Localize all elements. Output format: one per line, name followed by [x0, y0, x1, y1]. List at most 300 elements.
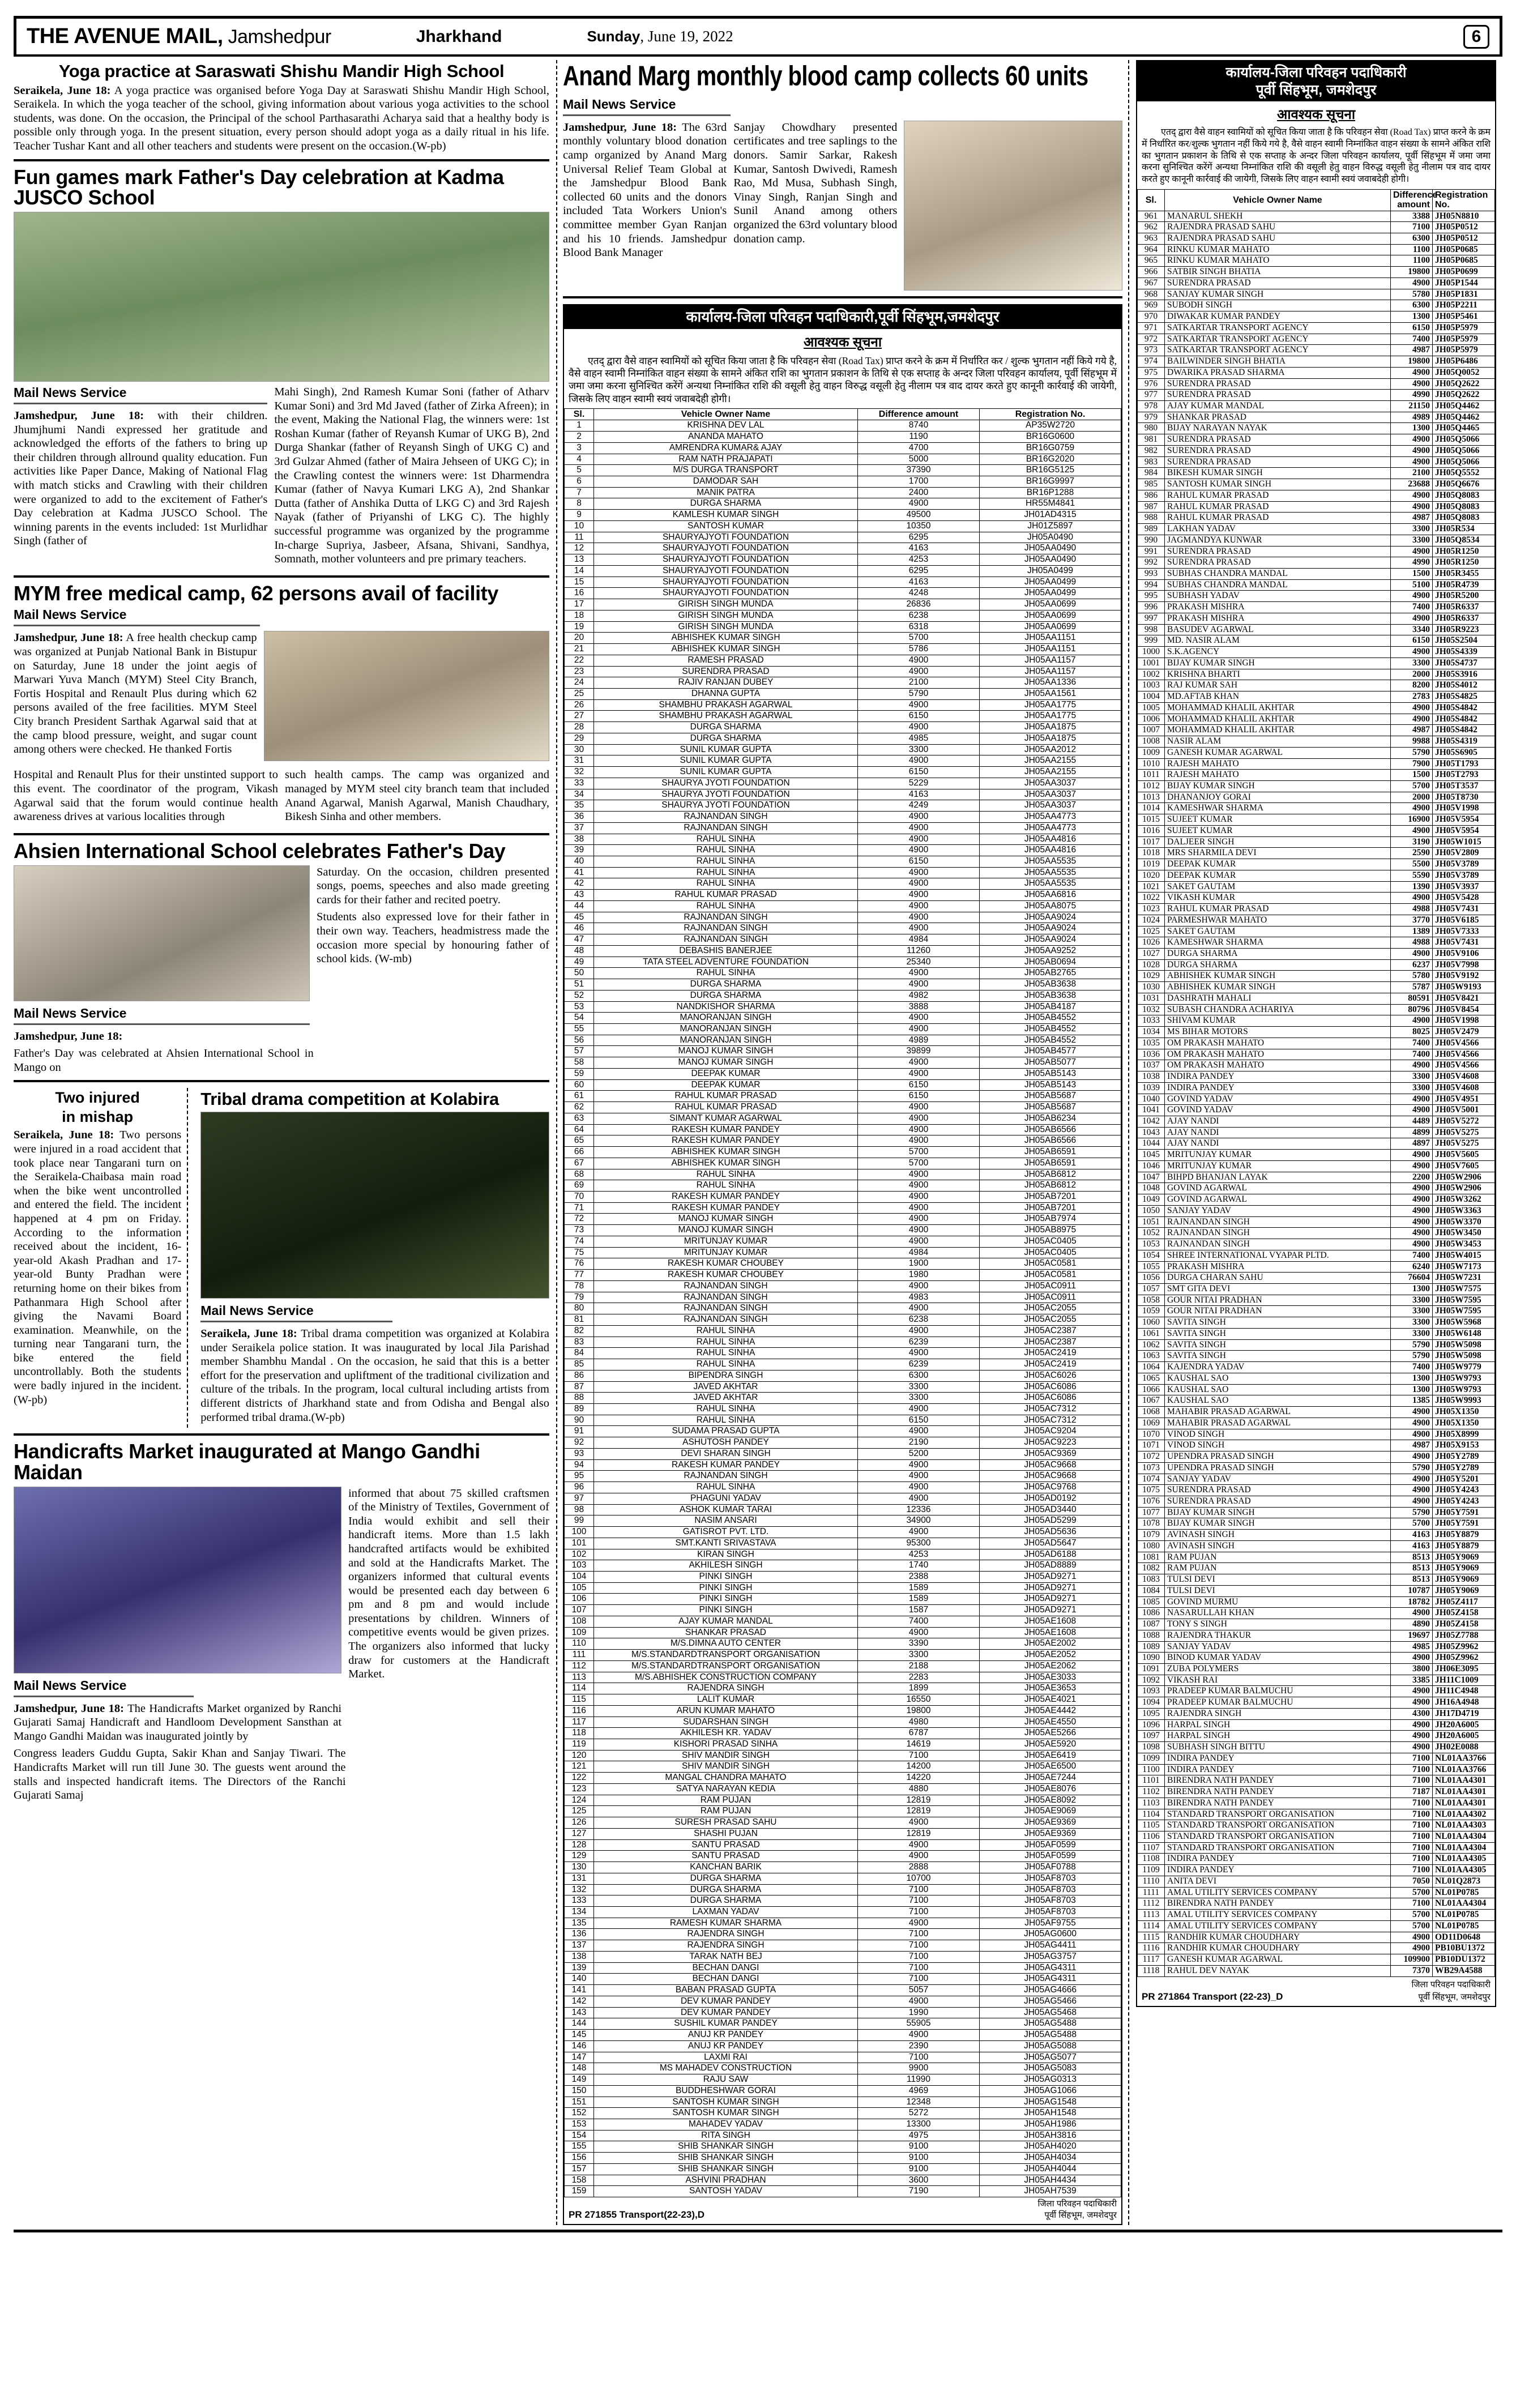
cell-registration: JH05P5461	[1433, 311, 1495, 323]
cell-owner-name: BINOD KUMAR YADAV	[1165, 1653, 1391, 1664]
table-row	[565, 2141, 1121, 2153]
table-row	[1138, 1898, 1495, 1910]
cell-amount: 5700	[1391, 1518, 1433, 1530]
cell-sl: 88	[565, 1393, 594, 1404]
table-row	[565, 1538, 1121, 1549]
cell-registration: JH05Z9962	[1433, 1641, 1495, 1653]
table-row	[1138, 423, 1495, 434]
cell-owner-name: RANDHIR KUMAR CHOUDHARY	[1165, 1943, 1391, 1954]
cell-sl: 1007	[1138, 725, 1165, 736]
table-row	[565, 1683, 1121, 1694]
cell-registration: BR16G9997	[980, 476, 1121, 488]
cell-amount: 6318	[858, 621, 980, 633]
table-header-row	[1138, 189, 1495, 211]
cell-sl: 57	[565, 1046, 594, 1057]
cell-owner-name: ZUBA POLYMERS	[1165, 1663, 1391, 1675]
cell-sl: 980	[1138, 423, 1165, 434]
cell-owner-name: BIRENDRA NATH PANDEY	[1165, 1775, 1391, 1787]
cell-amount: 4900	[858, 845, 980, 856]
cell-owner-name: SMT.KANTI SRIVASTAVA	[594, 1538, 858, 1549]
cell-owner-name: DURGA SHARMA	[594, 1873, 858, 1884]
cell-amount: 7400	[1391, 1049, 1433, 1060]
table-row	[565, 1192, 1121, 1203]
table-row	[1138, 1295, 1495, 1306]
cell-owner-name: TULSI DEVI	[1165, 1574, 1391, 1586]
cell-owner-name: RAJENDRA PRASAD SAHU	[1165, 233, 1391, 244]
cell-registration: JH05X8999	[1433, 1429, 1495, 1440]
masthead-date-rest: , June 19, 2022	[640, 28, 733, 45]
cell-owner-name: SANJAY YADAV	[1165, 1474, 1391, 1485]
cell-amount: 80796	[1391, 1004, 1433, 1015]
table-row	[1138, 1328, 1495, 1339]
cell-amount: 1300	[1391, 1373, 1433, 1384]
cell-registration: JH05V7431	[1433, 937, 1495, 949]
table-row	[565, 767, 1121, 778]
cell-registration: JH05AA1561	[980, 688, 1121, 699]
cell-sl: 1021	[1138, 881, 1165, 893]
table-row	[565, 1403, 1121, 1415]
cell-amount: 2390	[858, 2040, 980, 2052]
cell-owner-name: ABHISHEK KUMAR SINGH	[594, 1158, 858, 1169]
table-row	[565, 1415, 1121, 1426]
table-row	[1138, 702, 1495, 714]
cell-owner-name: SHIB SHANKAR SINGH	[594, 2141, 858, 2153]
cell-registration: JH05AA9024	[980, 934, 1121, 946]
table-row	[1138, 546, 1495, 557]
cell-sl: 1066	[1138, 1384, 1165, 1395]
table-row	[1138, 222, 1495, 233]
cell-sl: 983	[1138, 456, 1165, 468]
cell-amount: 9100	[858, 2153, 980, 2164]
table-row	[1138, 1362, 1495, 1373]
table-row	[565, 1773, 1121, 1784]
cell-owner-name: RAJU SAW	[594, 2074, 858, 2086]
cell-registration: JH05V5272	[1433, 1116, 1495, 1128]
cell-amount: 3190	[1391, 836, 1433, 848]
cell-registration: JH05R4739	[1433, 579, 1495, 591]
cell-amount: 25340	[858, 957, 980, 968]
cell-owner-name: MAHABIR PRASAD AGARWAL	[1165, 1418, 1391, 1429]
cell-amount: 5790	[1391, 1462, 1433, 1474]
cell-registration: JH05AE5266	[980, 1728, 1121, 1739]
cell-owner-name: SUJEET KUMAR	[1165, 825, 1391, 836]
table-row	[1138, 1742, 1495, 1753]
cell-owner-name: BUDDHESHWAR GORAI	[594, 2085, 858, 2097]
cell-sl: 1117	[1138, 1954, 1165, 1966]
notice-body-text: एतद् द्वारा वैसे वाहन स्वामियों को सूचित किया जाता है कि परिवहन सेवा (Road Tax) प्राप्त करने के क्रम में निर्धारित कर / शुल्क भुगतान नहीं किये गये है, वैसे वाहन स्वामी निम्नांकित वाहन संख्या के सामने अंकित राशि का भुगतान प्रकाशन के तिथि से एक सप्ताह के अन्दर जिला परिवहन कार्यालय, पूर्वी सिंहभूम में जमा जमा करना सुनिश्चित करेंगें अन्यथा निम्नांकित राशि की वसूली हेतु वाहन विरुद्ध वसूली हेतु नीलाम पत्र वाद दायर करते हुए कानूनी कार्रवाई की जायेगी, जिसके लिए वाहन स्वामी स्वयं जवाबदेही होगी।	[569, 355, 1117, 404]
cell-owner-name: RAJENDRA SINGH	[594, 1940, 858, 1952]
cell-amount: 4900	[858, 1325, 980, 1337]
cell-sl: 963	[1138, 233, 1165, 244]
cell-registration: JH05W7595	[1433, 1306, 1495, 1317]
cell-registration: JH05AD5636	[980, 1527, 1121, 1538]
cell-amount: 5700	[1391, 1920, 1433, 1932]
cell-owner-name: SHAURYAJYOTI FOUNDATION	[594, 543, 858, 554]
table-row	[565, 633, 1121, 644]
cell-amount: 4900	[858, 1839, 980, 1851]
table-row	[1138, 244, 1495, 255]
cell-amount: 1100	[1391, 255, 1433, 267]
cell-sl: 1058	[1138, 1295, 1165, 1306]
cell-owner-name: DURGA CHARAN SAHU	[1165, 1273, 1391, 1284]
cell-sl: 1068	[1138, 1407, 1165, 1418]
table-row	[565, 755, 1121, 767]
table-row	[565, 1337, 1121, 1348]
cell-amount: 4900	[1391, 1608, 1433, 1619]
cell-registration: JH05Y8879	[1433, 1530, 1495, 1541]
cell-amount: 7100	[858, 1750, 980, 1761]
cell-owner-name: ANANDA MAHATO	[594, 432, 858, 443]
cell-sl: 105	[565, 1582, 594, 1594]
table-row	[1138, 747, 1495, 758]
cell-registration: JH05W9993	[1433, 1395, 1495, 1407]
table-row	[1138, 1004, 1495, 1015]
cell-registration: JH05V4566	[1433, 1038, 1495, 1049]
masthead-date-day: Sunday	[587, 28, 640, 45]
table-row	[565, 1515, 1121, 1527]
cell-sl: 1014	[1138, 803, 1165, 814]
cell-amount: 3300	[858, 1381, 980, 1393]
cell-owner-name: KIRAN SINGH	[594, 1549, 858, 1560]
table-row	[565, 543, 1121, 554]
cell-sl: 969	[1138, 300, 1165, 311]
cell-amount: 7400	[1391, 1250, 1433, 1261]
cell-owner-name: RAJESH MAHATO	[1165, 758, 1391, 770]
cell-sl: 131	[565, 1873, 594, 1884]
cell-owner-name: DURGA SHARMA	[594, 498, 858, 510]
cell-registration: JH05T1793	[1433, 758, 1495, 770]
cell-owner-name: RINKU KUMAR MAHATO	[1165, 255, 1391, 267]
cell-registration: JH05AC2419	[980, 1348, 1121, 1359]
table-row	[565, 688, 1121, 699]
table-row	[1138, 613, 1495, 624]
cell-amount: 5229	[858, 778, 980, 789]
table-row	[565, 677, 1121, 689]
cell-sl: 122	[565, 1773, 594, 1784]
cell-registration: JH05W9193	[1433, 982, 1495, 993]
cell-sl: 993	[1138, 569, 1165, 580]
cell-owner-name: RAHUL SINHA	[594, 1169, 858, 1180]
cell-owner-name: RAJNANDAN SINGH	[594, 912, 858, 923]
cell-amount: 2400	[858, 487, 980, 498]
cell-registration: JH05V8454	[1433, 1004, 1495, 1015]
cell-owner-name: PRADEEP KUMAR BALMUCHU	[1165, 1686, 1391, 1697]
cell-amount: 8025	[1391, 1027, 1433, 1038]
cell-registration: JH05Y9069	[1433, 1574, 1495, 1586]
cell-amount: 4900	[1391, 1943, 1433, 1954]
table-row	[1138, 1641, 1495, 1653]
cell-registration: JH05AB6566	[980, 1124, 1121, 1135]
cell-sl: 134	[565, 1907, 594, 1918]
cell-sl: 1088	[1138, 1630, 1165, 1641]
cell-owner-name: GOVIND AGARWAL	[1165, 1183, 1391, 1194]
article-headline-line2: in mishap	[62, 1108, 134, 1125]
cell-registration: JH05AC6026	[980, 1370, 1121, 1381]
cell-amount: 4900	[858, 722, 980, 733]
cell-registration: JH05R534	[1433, 524, 1495, 535]
cell-owner-name: RAHUL SINHA	[594, 856, 858, 867]
table-row	[565, 1717, 1121, 1728]
cell-registration: JH05Z4158	[1433, 1608, 1495, 1619]
cell-registration: JH05Y2789	[1433, 1451, 1495, 1463]
table-row	[1138, 1854, 1495, 1865]
table-row	[1138, 647, 1495, 658]
table-row	[1138, 1675, 1495, 1686]
cell-registration: JH05AB5077	[980, 1057, 1121, 1069]
cell-amount: 4900	[858, 1851, 980, 1862]
cell-registration: JH05V2479	[1433, 1027, 1495, 1038]
section-divider	[14, 1080, 549, 1082]
cell-sl: 1030	[1138, 982, 1165, 993]
cell-sl: 45	[565, 912, 594, 923]
article-body-col1	[14, 409, 267, 548]
table-row	[565, 610, 1121, 621]
cell-amount: 12819	[858, 1795, 980, 1806]
cell-registration: JH05S3916	[1433, 669, 1495, 680]
cell-amount: 5200	[858, 1448, 980, 1459]
cell-registration: JH05V5954	[1433, 825, 1495, 836]
cell-owner-name: PINKI SINGH	[594, 1582, 858, 1594]
cell-owner-name: MANARUL SHEKH	[1165, 211, 1391, 222]
cell-registration: JH05W9793	[1433, 1373, 1495, 1384]
cell-sl: 1026	[1138, 937, 1165, 949]
cell-owner-name: SURENDRA PRASAD	[1165, 1496, 1391, 1507]
table-row	[1138, 959, 1495, 971]
cell-registration: JH05AB4577	[980, 1046, 1121, 1057]
cell-sl: 1081	[1138, 1552, 1165, 1563]
cell-registration: JH05Y7591	[1433, 1507, 1495, 1518]
cell-amount: 4900	[1391, 378, 1433, 390]
cell-amount: 4900	[858, 812, 980, 823]
article-body-col2: Mahi Singh), 2nd Ramesh Kumar Soni (father of Atharv Kumar Soni) and 3rd Md Javed (father of Zirka Afreen); in the event, Making the National Flag, the winners were: 1st Roshan Kumar (father of Reyansh Kumar of UKG B), 2nd Durga Shankar (father of Reyansh Singh of UKG C) and 3rd Gulzar Ahmed (father of Maira Jehseen of UKG C); in the Crawling contest the winners were: 1st Dharmendra Kumar (father of Navya Kumari LKG A), 2nd Shankar Dutta (father of Anshika Dutta of LKG C) and 3rd Rajesh Nayak (father of Priyanshi of LKG C). The highly successful programme was organized by the programme In-charge Supriya, Jasbeer, Afsana, Shivani, Sandhya, Somnath, mother volunteers and pre primary teachers.	[274, 386, 549, 566]
cell-registration: JH05AA5535	[980, 878, 1121, 890]
cell-registration: JH05Q2622	[1433, 390, 1495, 401]
cell-sl: 51	[565, 979, 594, 990]
cell-sl: 1095	[1138, 1708, 1165, 1719]
cell-sl: 1064	[1138, 1362, 1165, 1373]
cell-owner-name: MRITUNJAY KUMAR	[1165, 1160, 1391, 1172]
cell-registration: JH05AB4552	[980, 1024, 1121, 1035]
cell-sl: 114	[565, 1683, 594, 1694]
cell-registration: JH05AF0599	[980, 1851, 1121, 1862]
cell-sl: 3	[565, 442, 594, 454]
cell-sl: 81	[565, 1314, 594, 1326]
cell-amount: 7050	[1391, 1876, 1433, 1887]
cell-registration: JH05S4012	[1433, 680, 1495, 691]
table-row	[1138, 982, 1495, 993]
table-row	[565, 945, 1121, 957]
cell-registration: JH05S6905	[1433, 747, 1495, 758]
cell-amount: 3300	[858, 1650, 980, 1661]
cell-registration: JH05AA1775	[980, 699, 1121, 711]
cell-sl: 93	[565, 1448, 594, 1459]
dateline: Jamshedpur, June 18:	[14, 631, 123, 644]
notice-subject: आवश्यक सूचना	[803, 334, 882, 350]
cell-registration: NL01AA4303	[1433, 1820, 1495, 1831]
cell-sl: 66	[565, 1147, 594, 1158]
cell-amount: 4900	[858, 1225, 980, 1236]
cell-amount: 2388	[858, 1571, 980, 1582]
cell-owner-name: ABHISHEK KUMAR SINGH	[1165, 971, 1391, 982]
table-row	[1138, 1787, 1495, 1798]
cell-sl: 1078	[1138, 1518, 1165, 1530]
cell-owner-name: RAJENDRA SINGH	[594, 1683, 858, 1694]
cell-owner-name: RAJNANDAN SINGH	[594, 1280, 858, 1292]
cell-amount: 3300	[858, 1393, 980, 1404]
cell-amount: 4900	[858, 699, 980, 711]
cell-owner-name: MRITUNJAY KUMAR	[594, 1236, 858, 1247]
cell-sl: 9	[565, 510, 594, 521]
cell-sl: 102	[565, 1549, 594, 1560]
cell-registration: JH05Y9069	[1433, 1552, 1495, 1563]
cell-owner-name: MANOJ KUMAR SINGH	[594, 1214, 858, 1225]
cell-amount: 7100	[1391, 1865, 1433, 1876]
cell-amount: 6295	[858, 565, 980, 577]
table-row	[565, 1057, 1121, 1069]
cell-registration: JH05V6185	[1433, 915, 1495, 926]
cell-amount: 8200	[1391, 680, 1433, 691]
cell-sl: 146	[565, 2040, 594, 2052]
cell-owner-name: BIJAY KUMAR SINGH	[1165, 1518, 1391, 1530]
cell-sl: 99	[565, 1515, 594, 1527]
cell-sl: 78	[565, 1280, 594, 1292]
cell-owner-name: INDIRA PANDEY	[1165, 1082, 1391, 1094]
table-row	[565, 1448, 1121, 1459]
cell-registration: JH05P6486	[1433, 356, 1495, 368]
cell-amount: 5780	[1391, 289, 1433, 300]
cell-registration: JH11C1009	[1433, 1675, 1495, 1686]
cell-owner-name: SHAURYAJYOTI FOUNDATION	[594, 554, 858, 566]
cell-sl: 1096	[1138, 1719, 1165, 1731]
table-row	[565, 789, 1121, 800]
cell-sl: 965	[1138, 255, 1165, 267]
cell-registration: JH05Q8083	[1433, 501, 1495, 513]
cell-sl: 29	[565, 733, 594, 744]
dateline: Seraikela, June 18:	[200, 1327, 297, 1340]
cell-sl: 1002	[1138, 669, 1165, 680]
cell-amount: 4900	[1391, 1418, 1433, 1429]
cell-sl: 1105	[1138, 1820, 1165, 1831]
cell-owner-name: SANJAY KUMAR SINGH	[1165, 289, 1391, 300]
notice-office-line1: कार्यालय-जिला परिवहन पदाधिकारी	[1225, 65, 1407, 80]
section-divider	[14, 1433, 549, 1436]
cell-amount: 3800	[1391, 1663, 1433, 1675]
cell-sl: 1097	[1138, 1731, 1165, 1742]
cell-amount: 5272	[858, 2108, 980, 2119]
table-row	[1138, 490, 1495, 501]
cell-owner-name: SURENDRA PRASAD	[1165, 546, 1391, 557]
cell-owner-name: ABHISHEK KUMAR SINGH	[594, 633, 858, 644]
cell-registration: JH05V1998	[1433, 1015, 1495, 1027]
cell-registration: JH05AH1548	[980, 2108, 1121, 2119]
masthead	[14, 16, 1502, 54]
cell-owner-name: SURENDRA PRASAD	[1165, 390, 1391, 401]
cell-registration: JH05AH3816	[980, 2130, 1121, 2141]
table-row	[1138, 1105, 1495, 1116]
table-row	[1138, 937, 1495, 949]
th-sl: Sl.	[1138, 189, 1165, 211]
cell-sl: 82	[565, 1325, 594, 1337]
cell-owner-name: MANORANJAN SINGH	[594, 1013, 858, 1024]
cell-registration: JH05P5979	[1433, 334, 1495, 345]
article-handicrafts-market	[14, 1441, 549, 1803]
table-row	[1138, 1317, 1495, 1329]
cell-owner-name: AVINASH SINGH	[1165, 1540, 1391, 1552]
cell-owner-name: BIJAY KUMAR SINGH	[1165, 780, 1391, 792]
cell-registration: JH05AA4773	[980, 812, 1121, 823]
table-row	[565, 2063, 1121, 2074]
cell-registration: JH05AG5468	[980, 2007, 1121, 2018]
cell-sl: 1084	[1138, 1585, 1165, 1596]
cell-owner-name: SUNIL KUMAR GUPTA	[594, 744, 858, 755]
cell-amount: 4900	[1391, 1183, 1433, 1194]
cell-owner-name: MAHABIR PRASAD AGARWAL	[1165, 1407, 1391, 1418]
cell-registration: NL01AA3766	[1433, 1753, 1495, 1764]
table-row	[565, 934, 1121, 946]
cell-amount: 4900	[1391, 1429, 1433, 1440]
cell-sl: 1001	[1138, 657, 1165, 669]
article-text: The 63rd monthly voluntary blood donation camp organized by Anand Marg Universal Relief Team Global at the Jamshedpur Blood Bank collected 60 units and the donors included Tata Workers Union's committee member Gyan Ranjan and his 10 friends. Jamshedpur Blood Bank Manager	[563, 121, 727, 259]
table-row	[565, 1817, 1121, 1829]
cell-amount: 4900	[858, 1057, 980, 1069]
dateline: Jamshedpur, June 18:	[14, 1702, 124, 1715]
cell-owner-name: JAGMANDYA KUNWAR	[1165, 535, 1391, 546]
cell-amount: 7100	[1391, 1809, 1433, 1820]
cell-registration: JH05Y9069	[1433, 1585, 1495, 1596]
cell-owner-name: SAVITA SINGH	[1165, 1339, 1391, 1351]
table-row	[1138, 1865, 1495, 1876]
cell-sl: 1	[565, 420, 594, 432]
cell-owner-name: SHAURYAJYOTI FOUNDATION	[594, 577, 858, 588]
cell-owner-name: RAHUL SINHA	[594, 1415, 858, 1426]
cell-registration: JH05Y4243	[1433, 1496, 1495, 1507]
table-row	[1138, 401, 1495, 412]
cell-sl: 974	[1138, 356, 1165, 368]
cell-sl: 63	[565, 1113, 594, 1124]
cell-registration: JH05AG5466	[980, 1996, 1121, 2007]
cell-registration: JH05AC0581	[980, 1258, 1121, 1270]
cell-amount: 10787	[1391, 1585, 1433, 1596]
cell-amount: 8513	[1391, 1552, 1433, 1563]
cell-registration: JH05S4842	[1433, 714, 1495, 725]
cell-sl: 1071	[1138, 1440, 1165, 1451]
cell-owner-name: M/S.DIMNA AUTO CENTER	[594, 1638, 858, 1650]
table-row	[565, 923, 1121, 934]
cell-amount: 4900	[858, 968, 980, 979]
notice-body-text: एतद् द्वारा वैसे वाहन स्वामियों को सूचित किया जाता है कि परिवहन सेवा (Road Tax) प्राप्त करने के क्रम में निर्धारित कर/शुल्क भुगतान नहीं किये गये है, वैसे वाहन स्वामी निम्नांकित वाहन संख्या के सामने अंकित राशि का भुगतान प्रकाशन के तिथि से एक सप्ताह के अन्दर जिला परिवहन कार्यालय, पूर्वी सिंहभूम में जमा जमा करना सुनिश्चित करेंगें अन्यथा निम्नांकित राशि की वसूली हेतु वाहन विरुद्ध वसूली हेतु नीलाम पत्र वाद दायर करते हुए कानूनी कार्रवाई की जायेगी, जिसके लिए वाहन स्वामी स्वयं जवाबदेही होगी।	[1142, 127, 1491, 185]
cell-amount: 5700	[858, 1147, 980, 1158]
cell-owner-name: TARAK NATH BEJ	[594, 1951, 858, 1962]
table-row	[565, 1180, 1121, 1192]
cell-owner-name: OM PRAKASH MAHATO	[1165, 1049, 1391, 1060]
cell-amount: 4900	[1391, 1060, 1433, 1071]
cell-registration: JH05R1250	[1433, 546, 1495, 557]
table-row	[565, 1839, 1121, 1851]
cell-sl: 135	[565, 1918, 594, 1929]
cell-registration: JH05P1544	[1433, 277, 1495, 289]
cell-owner-name: SURENDRA PRASAD	[594, 666, 858, 677]
cell-registration: JH05Z4158	[1433, 1619, 1495, 1630]
cell-sl: 28	[565, 722, 594, 733]
dateline-line	[14, 1030, 310, 1044]
cell-owner-name: MANOJ KUMAR SINGH	[594, 1057, 858, 1069]
cell-owner-name: SAVITA SINGH	[1165, 1351, 1391, 1362]
cell-amount: 4900	[1391, 1686, 1433, 1697]
cell-sl: 155	[565, 2141, 594, 2153]
cell-sl: 1011	[1138, 770, 1165, 781]
cell-owner-name: RAM PUJAN	[594, 1795, 858, 1806]
cell-owner-name: SHAURYA JYOTI FOUNDATION	[594, 789, 858, 800]
